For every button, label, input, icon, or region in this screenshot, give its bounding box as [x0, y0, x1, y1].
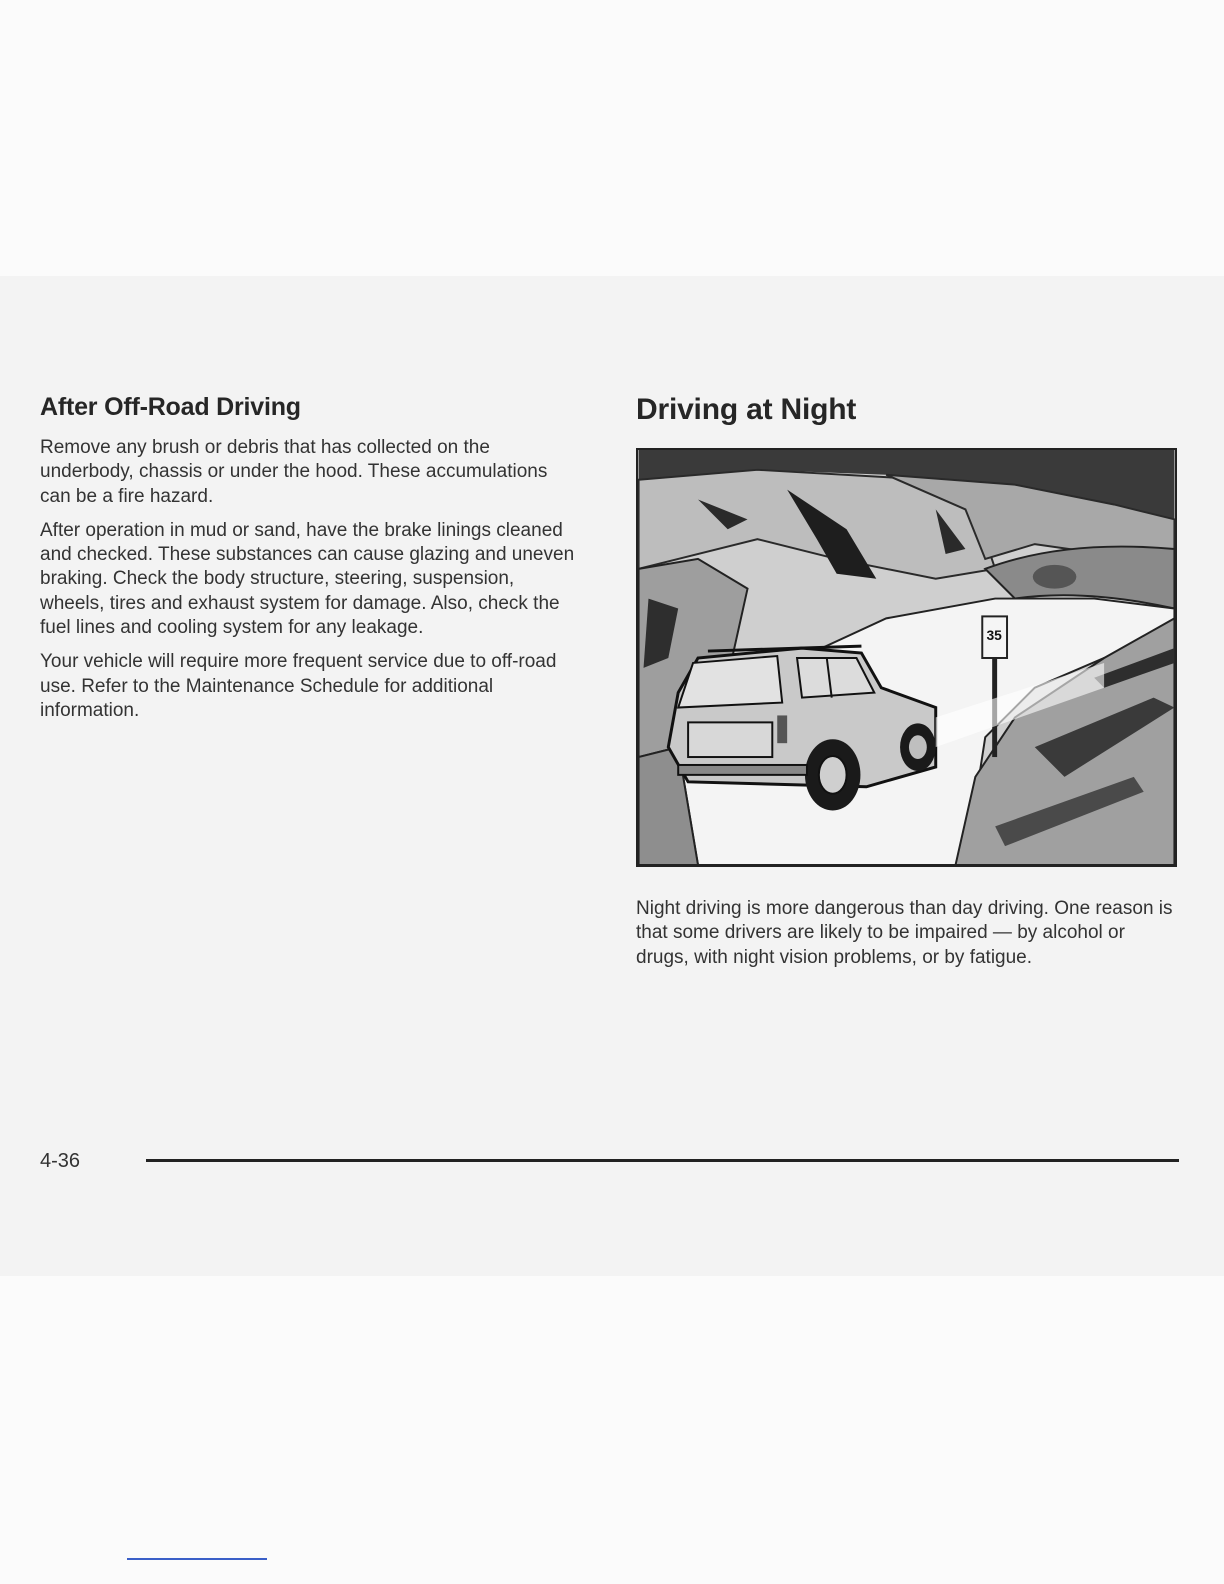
speed-sign-text: 35: [986, 627, 1002, 644]
section-heading-off-road: After Off-Road Driving: [40, 393, 301, 421]
paragraph: Night driving is more dangerous than day driving. One reason is that some drivers are likely to be impaired — by alcohol or drugs, with night vision problems, or by fatigue.: [636, 898, 1173, 968]
paragraph: Remove any brush or debris that has collected on the underbody, chassis or under the hood. These accumulations can be a fire hazard.: [40, 437, 548, 507]
page-number: 4-36: [40, 1150, 81, 1172]
footer-rule: [146, 1159, 1179, 1162]
section-heading-night: Driving at Night: [636, 393, 857, 426]
night-driving-illustration: [636, 448, 1177, 867]
right-column: [636, 393, 1181, 980]
bottom-underline: [127, 1558, 267, 1560]
paragraph: After operation in mud or sand, have the brake linings cleaned and checked. These substances can cause glazing and uneven braking. Check the body structure, steering, suspension, wheels, tires and exhaust system for damage. Also, check the fuel lines and cooling system for any leakage.: [40, 519, 575, 639]
left-column: [40, 393, 580, 733]
paragraph: Your vehicle will require more frequent service due to off-road use. Refer to the Maintenance Schedule for additional information.: [40, 651, 557, 721]
